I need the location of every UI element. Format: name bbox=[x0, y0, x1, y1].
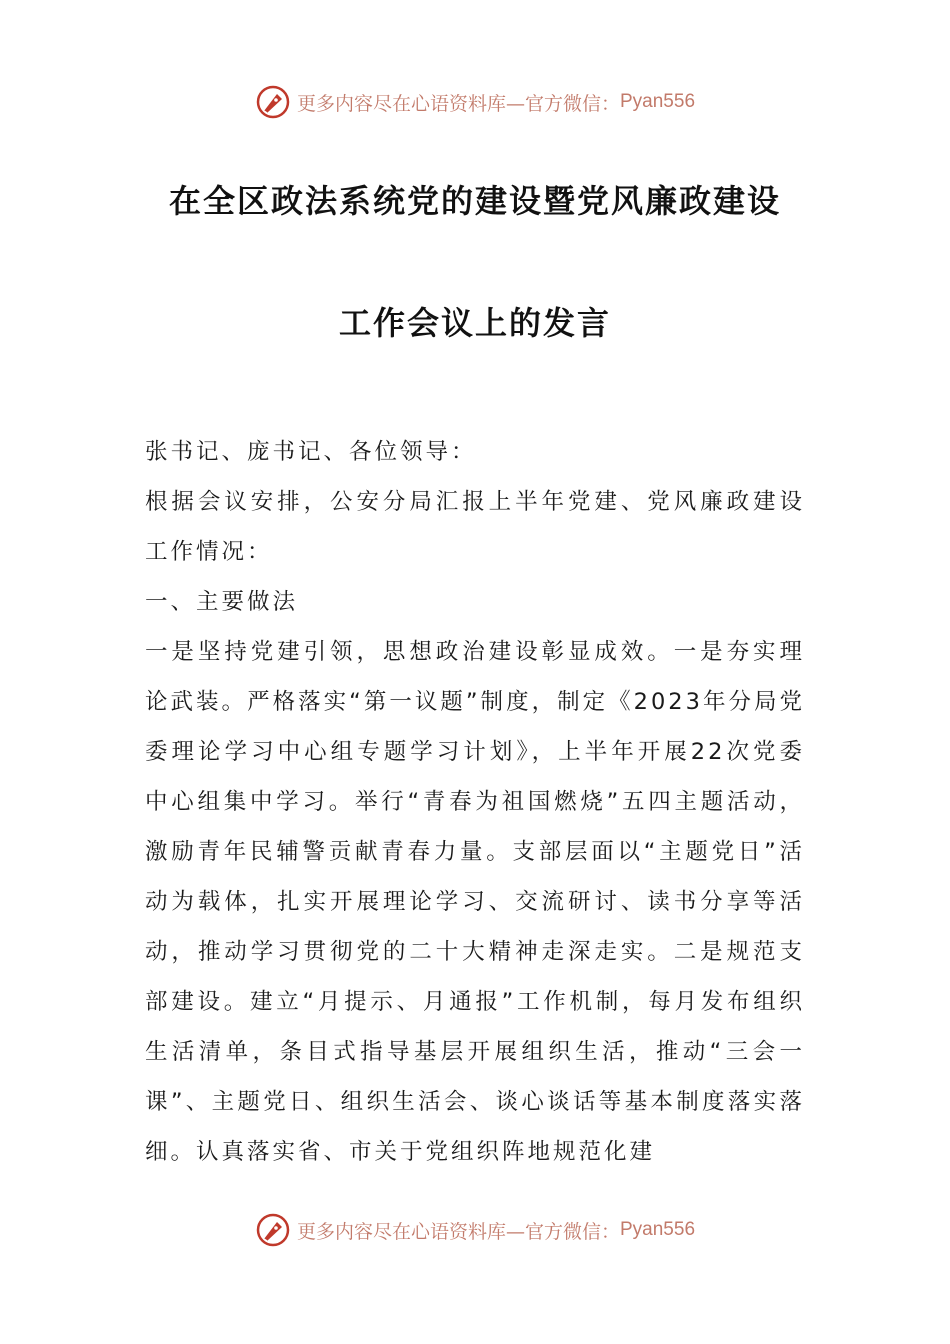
banner-text: 更多内容尽在心语资料库—官方微信： bbox=[296, 92, 620, 115]
pen-nib-logo-icon bbox=[255, 84, 291, 120]
wechat-id: Pyan556 bbox=[620, 1219, 696, 1240]
footer-watermark-banner bbox=[0, 1210, 950, 1250]
section-heading: 一、主要做法 bbox=[145, 589, 299, 615]
document-body bbox=[145, 427, 805, 1177]
banner-text: 更多内容尽在心语资料库—官方微信： bbox=[296, 1220, 620, 1243]
intro-paragraph: 根据会议安排，公安分局汇报上半年党建、党风廉政建设工作情况： bbox=[145, 489, 805, 565]
header-watermark-banner bbox=[0, 82, 950, 122]
wechat-id: Pyan556 bbox=[620, 91, 696, 112]
body-paragraph: 一是坚持党建引领，思想政治建设彰显成效。一是夯实理论武装。严格落实“第一议题”制度，制定《2023年分局党委理论学习中心组专题学习计划》，上半年开展22次党委中心组集中学习。举行“青春为祖国燃烧”五四主题活动，激励青年民辅警贡献青春力量。支部层面以“主题党日”活动为载体，扎实开展理论学习、交流研讨、读书分享等活动，推动学习贯彻党的二十大精神走深走实。二是规范支部建设。建立“月提示、月通报”工作机制，每月发布组织生活清单，条目式指导基层开展组织生活，推动“三会一课”、主题党日、组织生活会、谈心谈话等基本制度落实落细。认真落实省、市关于党组织阵地规范化建 bbox=[145, 639, 805, 1165]
salutation: 张书记、庞书记、各位领导： bbox=[145, 439, 477, 465]
document-title-line1: 在全区政法系统党的建设暨党风廉政建设 bbox=[168, 182, 781, 220]
pen-nib-logo-icon bbox=[255, 1212, 291, 1248]
document-title-line2: 工作会议上的发言 bbox=[338, 304, 611, 342]
